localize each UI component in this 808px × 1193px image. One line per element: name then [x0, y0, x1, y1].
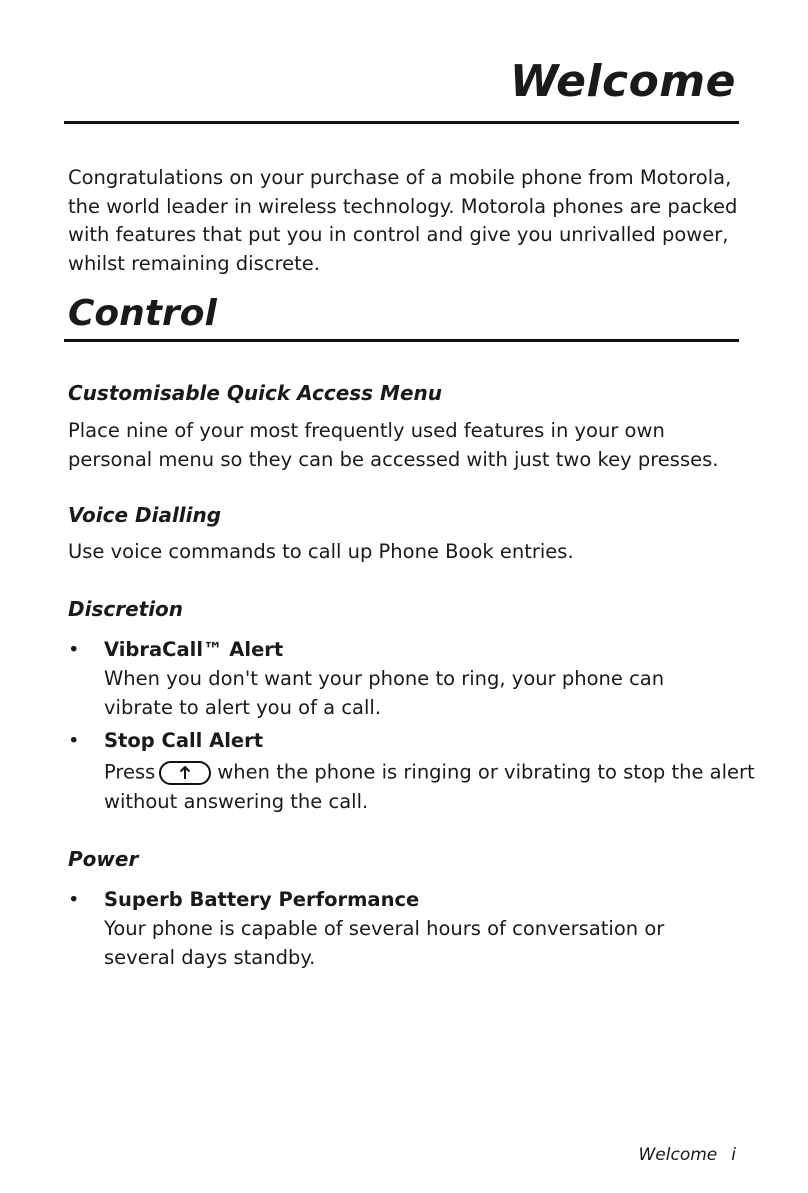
press-text-after: when the phone is ringing or vibrating to stop the alert: [217, 760, 755, 784]
voice-dialling-text: Use voice commands to call up Phone Book entries.: [68, 540, 574, 563]
bullet-icon: •: [68, 888, 80, 911]
page-title: Welcome: [509, 56, 736, 107]
power-heading: Power: [68, 847, 139, 871]
bullet-icon: •: [68, 729, 80, 752]
list-item-title: VibraCall™ Alert: [104, 638, 284, 661]
quick-menu-text: Place nine of your most frequently used features in your own personal menu so they can be accessed with just two key presses.: [68, 419, 719, 471]
page-number: i: [731, 1145, 736, 1165]
stop-alert-line: [104, 758, 755, 787]
list-item-title: Stop Call Alert: [104, 729, 264, 752]
section-rule: [64, 339, 739, 342]
discretion-heading: Discretion: [68, 597, 184, 621]
list-item-title: Superb Battery Performance: [104, 888, 420, 911]
list-item-text: Your phone is capable of several hours of conversation or several days standby.: [104, 917, 665, 969]
up-arrow-key-icon: [159, 761, 211, 785]
list-item-text: When you don't want your phone to ring, your phone can vibrate to alert you of a call.: [104, 667, 665, 719]
quick-menu-heading: Customisable Quick Access Menu: [68, 381, 442, 405]
footer-label: Welcome: [638, 1145, 718, 1165]
title-rule: [64, 121, 739, 124]
section-title: Control: [68, 293, 217, 334]
stop-alert-line2: without answering the call.: [104, 790, 369, 813]
page-footer: [639, 1145, 737, 1165]
bullet-icon: •: [68, 638, 80, 661]
intro-paragraph: Congratulations on your purchase of a mobile phone from Motorola, the world leader in wireless technology. Motorola phones are packed with features that put you in control and give you unrivalled power, whilst remaining discrete.: [68, 166, 738, 275]
voice-dialling-heading: Voice Dialling: [68, 503, 222, 527]
press-text: Press: [104, 760, 156, 784]
